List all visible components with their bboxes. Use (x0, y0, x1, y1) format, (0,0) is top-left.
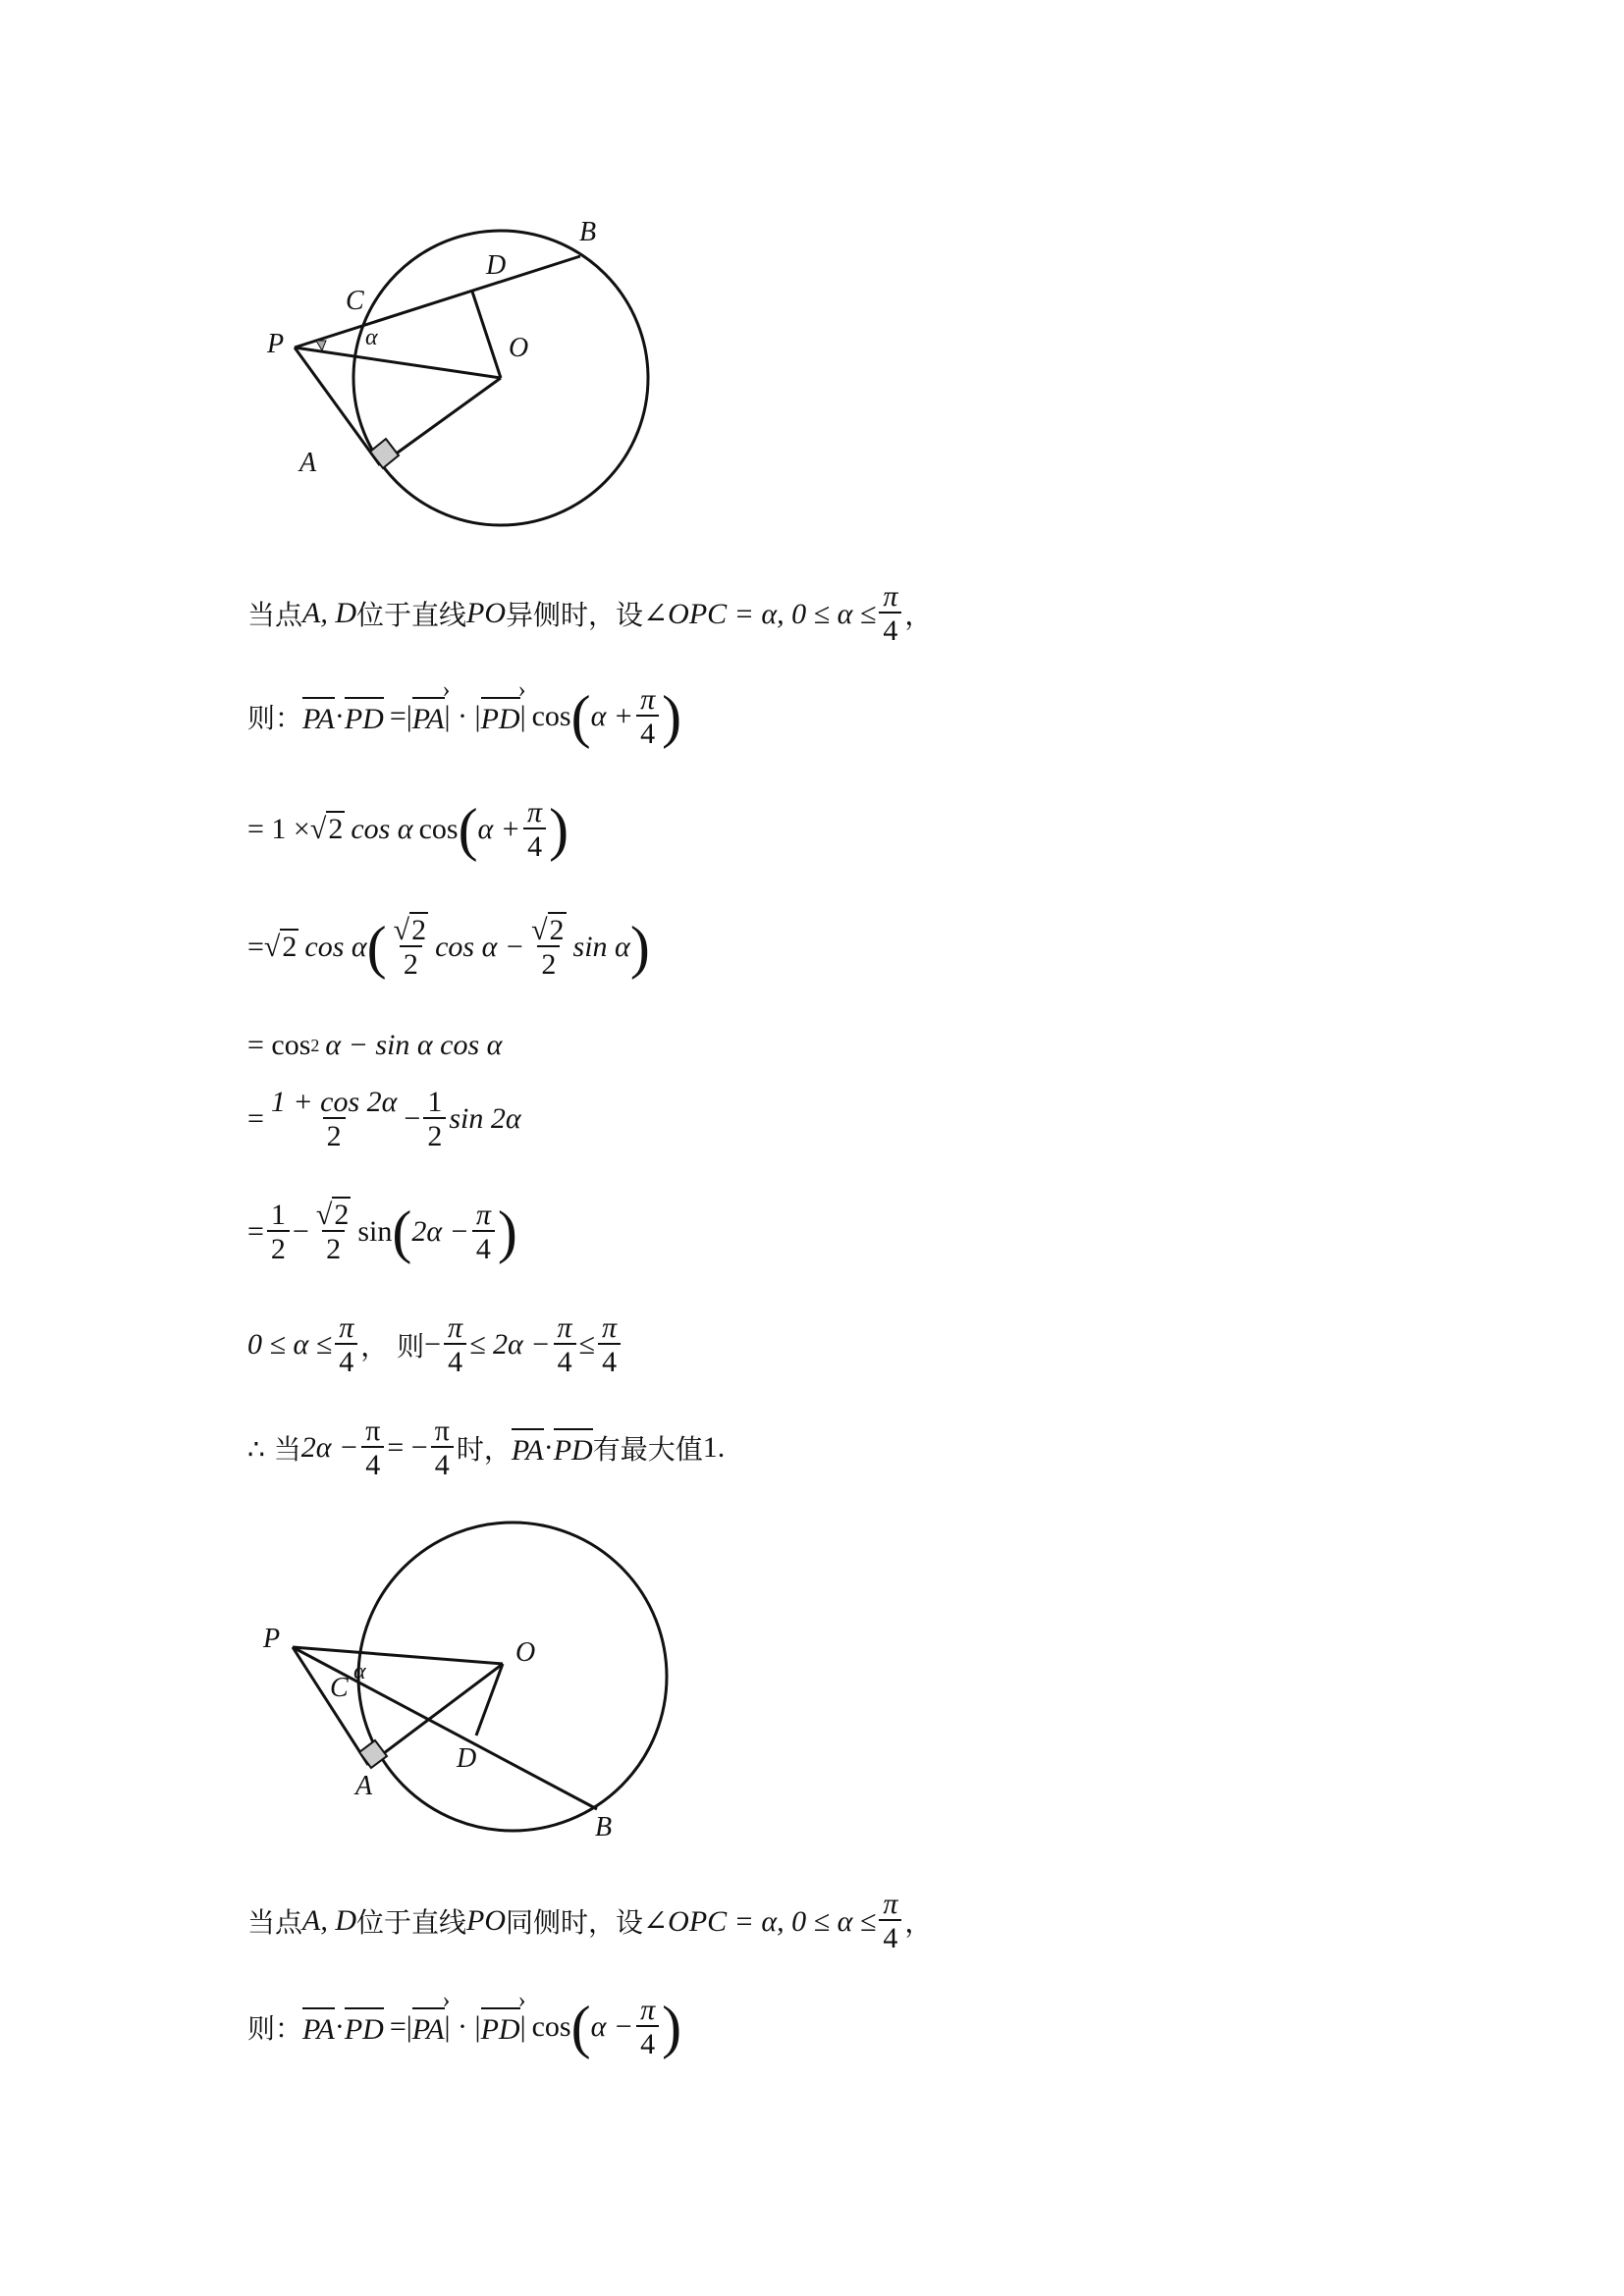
fraction (431, 1415, 454, 1481)
math: A, D (302, 1904, 357, 1937)
text-line-8 (247, 1301, 623, 1389)
op: = (247, 1102, 264, 1135)
figure-2 (255, 1522, 668, 1845)
sqrt: √2 (263, 931, 298, 963)
num: π (527, 795, 543, 828)
den: 4 (361, 1446, 384, 1481)
circle (358, 1522, 667, 1831)
line-pb (295, 256, 580, 347)
paren: ( (570, 1995, 591, 2059)
fraction (879, 1889, 901, 1954)
fraction (879, 581, 901, 647)
vector: PA (512, 1428, 544, 1468)
math: α + (590, 700, 634, 732)
den: 2 (537, 945, 560, 981)
label-alpha: α (365, 325, 378, 350)
func: cos (531, 2010, 571, 2043)
figure-2-svg (255, 1522, 668, 1845)
text-line-2 (247, 672, 681, 761)
fraction (554, 1312, 576, 1378)
num: π (640, 1993, 656, 2026)
den: 2 (267, 1230, 290, 1265)
fraction (267, 1200, 290, 1265)
math: α + (477, 813, 521, 845)
fraction: $\frac{√2}{2}$ (315, 1198, 350, 1265)
vector: PD (345, 697, 384, 736)
figure-1 (255, 211, 668, 545)
math: = 1 × (247, 813, 310, 845)
fraction (636, 684, 659, 750)
label-b: B (595, 1812, 613, 1842)
func: cos (418, 813, 459, 845)
den: 2 (322, 1230, 345, 1265)
label-a: A (355, 1771, 373, 1801)
vector: PD (554, 1428, 593, 1468)
den: 4 (636, 2025, 659, 2060)
den: 4 (472, 1230, 495, 1265)
num: 1 (270, 1198, 286, 1231)
text-line-10 (247, 1877, 932, 1965)
math: 0 ≤ α ≤ (247, 1328, 333, 1361)
math: sin 2α (449, 1102, 521, 1135)
right-angle-mark (370, 439, 399, 468)
den: 4 (335, 1343, 357, 1378)
func: cos (531, 700, 571, 732)
math: ∠OPC = α, 0 ≤ α ≤ (643, 597, 877, 630)
label-p: P (263, 1624, 281, 1654)
fraction (523, 797, 546, 863)
text-line-9 (247, 1404, 725, 1492)
text-line-3 (247, 785, 568, 874)
paren: ) (549, 797, 569, 862)
num: π (365, 1414, 381, 1447)
angle-mark (316, 341, 326, 350)
vector: PA (302, 2007, 335, 2047)
radicand: 2 (328, 813, 344, 845)
math: = cos (247, 1029, 311, 1061)
label-d: D (486, 250, 507, 281)
text: 异侧时，设 (506, 599, 644, 631)
op: − (404, 1102, 421, 1135)
text: 则： (247, 702, 303, 734)
text: 位于直线 (356, 1906, 467, 1939)
num: π (557, 1310, 572, 1344)
op: = (247, 931, 264, 963)
op: | · | (444, 700, 481, 732)
fraction (335, 1312, 357, 1378)
den: 2 (423, 1117, 446, 1152)
text: ∴ 当 (247, 1433, 301, 1466)
text: 当点 (247, 599, 303, 631)
radicand: 2 (282, 931, 298, 963)
math: A, D (302, 597, 357, 629)
vector: PD (345, 2007, 384, 2047)
fraction (472, 1200, 495, 1265)
radicand: 2 (549, 913, 565, 946)
num: π (602, 1310, 618, 1344)
fraction (267, 1087, 401, 1152)
op: · (543, 1431, 554, 1464)
paren: ( (570, 684, 591, 749)
num: π (448, 1310, 463, 1344)
label-p: P (267, 329, 285, 359)
text-line-1 (247, 569, 932, 658)
fraction (423, 1087, 446, 1152)
fraction (636, 1995, 659, 2060)
paren: ) (662, 1995, 682, 2059)
den: 2 (400, 945, 422, 981)
fraction: $\frac{√2}{2}$ (393, 913, 427, 981)
op: = − (387, 1431, 428, 1464)
label-alpha: α (353, 1659, 366, 1684)
math: α − sin α cos α (325, 1029, 503, 1061)
math: 2α − (411, 1215, 469, 1248)
math: PO (466, 597, 507, 629)
den: 4 (879, 612, 901, 647)
line-po-top (293, 1647, 503, 1664)
den: 4 (444, 1343, 466, 1378)
text: ， (904, 599, 933, 631)
paren: ) (629, 915, 650, 980)
den: 4 (598, 1343, 621, 1378)
num: 1 + cos 2α (270, 1085, 398, 1118)
num: π (883, 1887, 898, 1920)
op: | · | (444, 2010, 481, 2043)
num: 1 (427, 1085, 443, 1118)
math: cos α − (435, 931, 525, 963)
line-do (472, 292, 501, 378)
text: 有最大值 (592, 1433, 703, 1466)
paren: ) (662, 684, 682, 749)
text: 位于直线 (356, 599, 467, 631)
num: π (883, 579, 898, 613)
num: π (640, 682, 656, 716)
func: sin (357, 1215, 393, 1248)
text-line-4 (247, 903, 650, 991)
op: · (334, 700, 345, 732)
math: sin α (572, 931, 630, 963)
op: | (519, 700, 526, 732)
text: 则： (247, 2012, 303, 2045)
den: 4 (431, 1446, 454, 1481)
math: 1. (702, 1431, 726, 1464)
label-b: B (579, 217, 597, 247)
text: ， 则 (360, 1330, 425, 1362)
vector: PD › (481, 697, 520, 736)
vector: PD › (481, 2007, 520, 2047)
op: = (247, 1215, 264, 1248)
math: ∠OPC = α, 0 ≤ α ≤ (643, 1904, 877, 1938)
num: π (339, 1310, 354, 1344)
vector: PA (302, 697, 335, 736)
math: cos α (351, 813, 413, 845)
fraction (444, 1312, 466, 1378)
text-line-6 (247, 1075, 521, 1163)
op: =| (389, 700, 412, 732)
den: 4 (523, 828, 546, 863)
fraction (361, 1415, 384, 1481)
sup: 2 (310, 1035, 320, 1055)
math: cos α (304, 931, 367, 963)
label-o: O (509, 333, 529, 363)
label-c: C (330, 1673, 349, 1703)
op: · (334, 2010, 345, 2043)
label-c: C (346, 286, 364, 316)
figure-1-svg (255, 211, 668, 545)
radicand: 2 (411, 913, 427, 946)
text-line-7 (247, 1188, 517, 1276)
label-o: O (515, 1637, 536, 1668)
radicand: 2 (334, 1198, 350, 1231)
label-a: A (299, 448, 317, 478)
paren: ( (366, 915, 387, 980)
math: α − (590, 2010, 634, 2043)
vector: PA › (412, 2007, 445, 2047)
den: 4 (879, 1919, 901, 1954)
math: 2α − (300, 1431, 359, 1464)
text: ， (904, 1906, 933, 1939)
op: − (424, 1328, 442, 1361)
sqrt: √2 (309, 813, 344, 845)
op: ≤ (578, 1328, 596, 1361)
text-line-11 (247, 1983, 681, 2071)
line-ao (380, 378, 501, 465)
math: ≤ 2α − (469, 1328, 551, 1361)
label-d: D (457, 1743, 477, 1774)
paren: ( (458, 797, 478, 862)
line-po (295, 347, 501, 378)
line-pb (293, 1647, 597, 1809)
den: 2 (323, 1117, 346, 1152)
op: − (292, 1215, 309, 1248)
fraction: $\frac{√2}{2}$ (531, 913, 565, 981)
math: PO (466, 1904, 507, 1937)
paren: ( (392, 1200, 412, 1264)
den: 4 (636, 715, 659, 750)
vector: PA › (412, 697, 445, 736)
text: 同侧时，设 (506, 1906, 644, 1939)
text: 当点 (247, 1906, 303, 1939)
op: =| (389, 2010, 412, 2043)
num: π (475, 1198, 491, 1231)
num: π (434, 1414, 450, 1447)
paren: ) (497, 1200, 517, 1264)
den: 4 (554, 1343, 576, 1378)
text: 时， (456, 1433, 512, 1466)
fraction (598, 1312, 621, 1378)
op: | (519, 2010, 526, 2043)
right-angle-mark (359, 1740, 387, 1768)
